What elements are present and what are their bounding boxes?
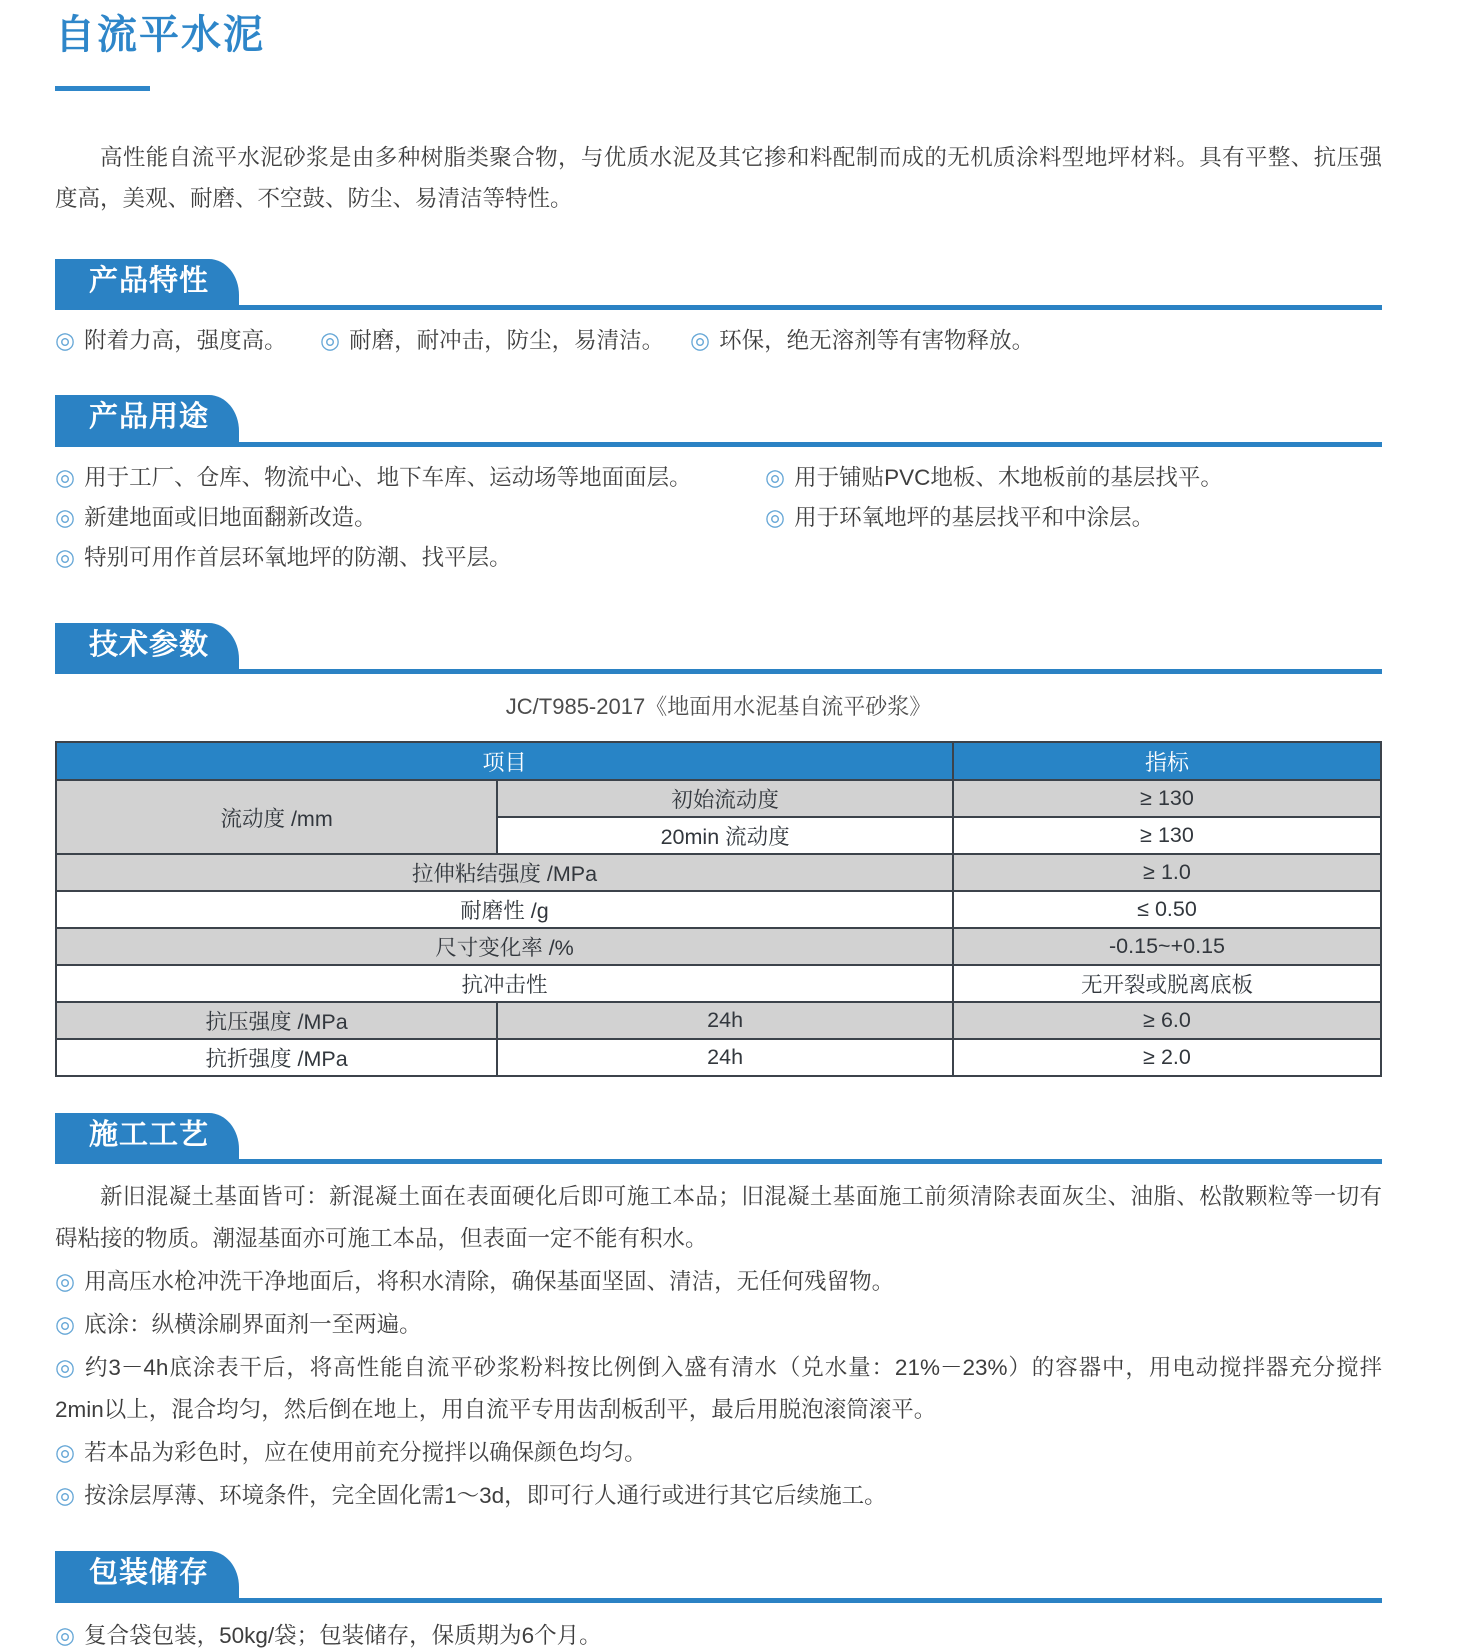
- table-cell: 拉伸粘结强度 /MPa: [56, 854, 953, 891]
- process-step-text: 若本品为彩色时，应在使用前充分搅拌以确保颜色均匀。: [84, 1440, 647, 1466]
- use-text: 用于铺贴PVC地板、木地板前的基层找平。: [794, 464, 1223, 490]
- packaging-tab: [55, 1551, 239, 1597]
- table-cell: 20min 流动度: [497, 817, 953, 854]
- bullet-icon: ◎: [55, 1439, 76, 1466]
- packaging-item: [55, 1621, 1382, 1650]
- use-item: [55, 543, 765, 572]
- packaging-header: [55, 1551, 1382, 1602]
- table-cell: ≥ 130: [953, 817, 1381, 854]
- process-step-text: 底涂：纵横涂刷界面剂一至两遍。: [84, 1312, 422, 1338]
- bullet-icon: ◎: [55, 1621, 76, 1648]
- table-cell: 抗冲击性: [56, 965, 953, 1002]
- features-list: [55, 326, 1382, 355]
- use-item: [55, 503, 765, 532]
- packaging-tab-label: 包装储存: [89, 1557, 210, 1590]
- uses-column-right: [765, 463, 1382, 583]
- page-title: 自流平水泥: [55, 13, 265, 57]
- table-cell: 无开裂或脱离底板: [953, 965, 1381, 1002]
- uses-column-left: [55, 463, 765, 583]
- bullet-icon: ◎: [55, 1354, 76, 1381]
- features-tab: [55, 259, 239, 305]
- features-tab-label: 产品特性: [89, 265, 210, 297]
- process-step-text: 用高压水枪冲洗干净地面后，将积水清除，确保基面坚固、清洁，无任何残留物。: [84, 1269, 895, 1295]
- specs-table: [55, 741, 1382, 1077]
- process-tab: [55, 1113, 239, 1159]
- process-step: [55, 1346, 1382, 1431]
- feature-text: 耐磨，耐冲击，防尘，易清洁。: [349, 328, 665, 354]
- uses-tab-label: 产品用途: [89, 401, 210, 434]
- table-row: [56, 891, 1381, 928]
- section-process: [55, 1113, 1382, 1517]
- feature-item: [690, 326, 1034, 355]
- bullet-icon: ◎: [55, 327, 76, 354]
- bullet-icon: ◎: [55, 1268, 76, 1295]
- table-row: [56, 965, 1381, 1002]
- use-text: 新建地面或旧地面翻新改造。: [84, 504, 377, 530]
- use-item: [765, 503, 1382, 532]
- table-header-index: 指标: [953, 742, 1381, 780]
- feature-item: [55, 326, 320, 355]
- bullet-icon: ◎: [320, 327, 341, 354]
- section-features: [55, 259, 1382, 355]
- process-step-text: 按涂层厚薄、环境条件，完全固化需1～3d，即可行人通行或进行其它后续施工。: [84, 1483, 887, 1509]
- table-row: [56, 1002, 1381, 1039]
- bullet-icon: ◎: [690, 327, 711, 354]
- uses-header: [55, 395, 1382, 446]
- feature-text: 附着力高，强度高。: [84, 328, 287, 354]
- table-cell: ≥ 2.0: [953, 1039, 1381, 1076]
- table-cell: 24h: [497, 1039, 953, 1076]
- process-step: [55, 1474, 1382, 1517]
- bullet-icon: ◎: [55, 1482, 76, 1509]
- use-text: 用于工厂、仓库、物流中心、地下车库、运动场等地面面层。: [84, 464, 692, 490]
- table-header-item: 项目: [56, 742, 953, 780]
- bullet-icon: ◎: [55, 1311, 76, 1338]
- bullet-icon: ◎: [765, 503, 786, 530]
- specs-header: [55, 623, 1382, 674]
- table-header-row: [56, 742, 1381, 780]
- intro-paragraph: 高性能自流平水泥砂浆是由多种树脂类聚合物，与优质水泥及其它掺和料配制而成的无机质涂料型地坪材料。具有平整、抗压强度高，美观、耐磨、不空鼓、防尘、易清洁等特性。: [55, 145, 1382, 211]
- title-underline: [55, 86, 150, 91]
- section-specs: [55, 623, 1382, 1077]
- specs-tab: [55, 623, 239, 669]
- packaging-text: 复合袋包装，50kg/袋；包装储存，保质期为6个月。: [84, 1622, 602, 1648]
- table-row: [56, 928, 1381, 965]
- uses-tab: [55, 395, 239, 441]
- table-row: [56, 780, 1381, 817]
- process-step: [55, 1260, 1382, 1303]
- features-header: [55, 259, 1382, 310]
- table-cell: 抗压强度 /MPa: [56, 1002, 497, 1039]
- specs-standard-caption: JC/T985-2017《地面用水泥基自流平砂浆》: [505, 694, 932, 720]
- process-text: [55, 1176, 1382, 1517]
- process-tab-label: 施工工艺: [89, 1119, 210, 1152]
- process-intro: 新旧混凝土基面皆可：新混凝土面在表面硬化后即可施工本品；旧混凝土基面施工前须清除表面灰尘、油脂、松散颗粒等一切有碍粘接的物质。潮湿基面亦可施工本品，但表面一定不能有积水。: [55, 1184, 1382, 1252]
- feature-text: 环保，绝无溶剂等有害物释放。: [719, 328, 1035, 354]
- table-row: [56, 1039, 1381, 1076]
- process-step-text: 约3－4h底涂表干后，将高性能自流平砂浆粉料按比例倒入盛有清水（兑水量：21%－23%）的容器中，用电动搅拌器充分搅拌2min以上，混合均匀，然后倒在地上，用自流平专用齿刮板刮平，最后用脱泡滚筒滚平。: [55, 1355, 1382, 1423]
- table-cell: 尺寸变化率 /%: [56, 928, 953, 965]
- use-item: [55, 463, 765, 492]
- uses-list: [55, 463, 1382, 583]
- use-text: 特别可用作首层环氧地坪的防潮、找平层。: [84, 544, 512, 570]
- table-cell: ≥ 6.0: [953, 1002, 1381, 1039]
- table-cell: 耐磨性 /g: [56, 891, 953, 928]
- use-item: [765, 463, 1382, 492]
- table-cell: ≤ 0.50: [953, 891, 1381, 928]
- table-cell: 24h: [497, 1002, 953, 1039]
- bullet-icon: ◎: [765, 463, 786, 490]
- section-packaging: [55, 1551, 1382, 1649]
- bullet-icon: ◎: [55, 463, 76, 490]
- use-text: 用于环氧地坪的基层找平和中涂层。: [794, 504, 1155, 530]
- table-cell: 流动度 /mm: [56, 780, 497, 854]
- table-row: [56, 854, 1381, 891]
- table-cell: 抗折强度 /MPa: [56, 1039, 497, 1076]
- process-step: [55, 1303, 1382, 1346]
- bullet-icon: ◎: [55, 503, 76, 530]
- bullet-icon: ◎: [55, 543, 76, 570]
- table-cell: ≥ 130: [953, 780, 1381, 817]
- process-step: [55, 1431, 1382, 1474]
- table-cell: 初始流动度: [497, 780, 953, 817]
- table-cell: -0.15~+0.15: [953, 928, 1381, 965]
- feature-item: [320, 326, 690, 355]
- table-cell: ≥ 1.0: [953, 854, 1381, 891]
- specs-tab-label: 技术参数: [89, 628, 210, 661]
- section-uses: [55, 395, 1382, 582]
- process-header: [55, 1113, 1382, 1164]
